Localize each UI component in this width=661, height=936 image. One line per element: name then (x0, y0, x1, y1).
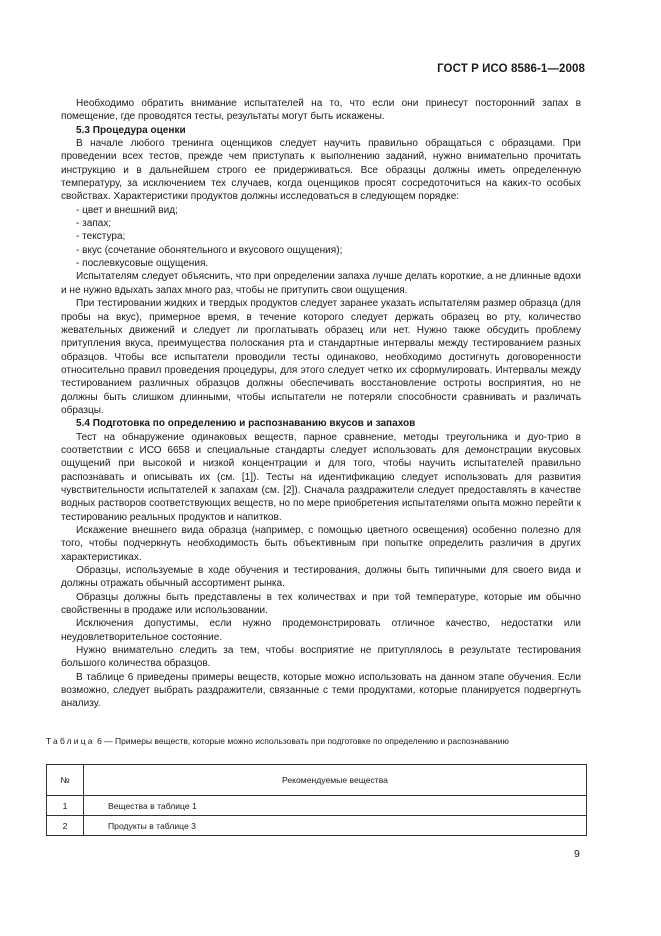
table-caption-text: 6 — Примеры веществ, которые можно использовать при подготовке по определению и распознаванию (94, 736, 509, 746)
row-number: 1 (47, 796, 84, 816)
list-item: - вкус (сочетание обонятельного и вкусового ощущения); (76, 244, 343, 256)
paragraph: Искажение внешнего вида образца (например, с помощью цветного освещения) особенно полезно для того, чтобы подчеркнуть необходимость быть объективным при попытке определить различия в других характеристиках. (61, 525, 581, 563)
column-header-number: № (47, 765, 84, 796)
row-number: 2 (47, 816, 84, 836)
table-6 (46, 764, 587, 836)
body-text (61, 97, 581, 711)
paragraph: В начале любого тренинга оценщиков следует научить правильно обращаться с образцами. При проведении всех тестов, прежде чем приступать к выполнению заданий, нужно внимательно прочитать инструкцию и в дальнейшем строго ее придерживаться. Все образцы должны иметь определенную температуру, за исключением тех случаев, когда оценщиков просят сосредоточиться на каких-то особых свойствах. Характеристики продуктов должны исследоваться в следующем порядке: (61, 138, 581, 203)
paragraph: Нужно внимательно следить за тем, чтобы восприятие не притуплялось в результате тестирования большого количества образцов. (61, 645, 581, 670)
list-item: - цвет и внешний вид; (76, 204, 178, 216)
paragraph: Тест на обнаружение одинаковых веществ, парное сравнение, методы треугольника и дуо-трио в соответствии с ИСО 6658 и специальные стандарты следует использовать для демонстрации вкусовых ощущений при высокой и низкой концентрации и для того, чтобы научить испытателей правильно распознавать и описывать их (см. [1]). Тесты на идентификацию следует использовать для развития чувствительности испытателей к запахам (см. [2]). Сначала раздражители следует предоставлять в качестве водных растворов соответствующих веществ, но по мере приобретения испытателями опыта можно перейти к тестированию реальных продуктов и напитков. (61, 431, 581, 523)
section-heading-5-3: 5.3 Процедура оценки (76, 124, 186, 136)
characteristics-list (61, 204, 581, 271)
paragraph: В таблице 6 приведены примеры веществ, которые можно использовать на данном этапе обучения. Если возможно, следует выбрать раздражители, связанные с теми продуктами, которые планируется подвергнуть анализу. (61, 671, 581, 710)
section-heading-5-4: 5.4 Подготовка по определению и распознаванию вкусов и запахов (76, 418, 416, 430)
table-header-row (47, 765, 587, 796)
paragraph: Образцы, используемые в ходе обучения и тестирования, должны быть типичными для своего вида и должны отражать обычный ассортимент рынка. (61, 565, 581, 590)
table-row (47, 816, 587, 836)
row-substance: Вещества в таблице 1 (84, 796, 587, 816)
table-row (47, 796, 587, 816)
paragraph: Необходимо обратить внимание испытателей на то, что если они принесут посторонний запах в помещение, где проводятся тесты, результаты могут быть искажены. (61, 98, 581, 123)
list-item: - послевкусовые ощущения. (76, 258, 209, 270)
paragraph: При тестировании жидких и твердых продуктов следует заранее указать испытателям размер образца (для пробы на вкус), примерное время, в течение которого следует держать образец во рту, количество жевательных движений и следует ли проглатывать образец или нет. Нужно также обсудить проблему притупления вкуса, преимущества полоскания рта и стандартные интервалы между тестированием разных образцов. Чтобы все испытатели проводили тесты одинаково, необходимо достигнуть договоренности относительно правил проведения процедуры, для этого следует четко их сформулировать. Интервалы между тестированием различных образцов должны обеспечивать восстановление остроты восприятия, но не должны быть слишком длинными, чтобы испытатели не потеряли способности сравнивать и различать образцы. (61, 298, 581, 416)
page-number: 9 (574, 848, 580, 860)
row-substance: Продукты в таблице 3 (84, 816, 587, 836)
list-item: - запах; (76, 218, 112, 230)
paragraph: Испытателям следует объяснить, что при определении запаха лучше делать короткие, а не длинные вдохи и не нужно вдыхать запах много раз, чтобы не притупить свои ощущения. (61, 271, 581, 296)
table-caption-label: Таблица (46, 736, 95, 746)
paragraph: Исключения допустимы, если нужно продемонстрировать отличное качество, недостатки или неудовлетворительное состояние. (61, 618, 581, 643)
list-item: - текстура; (76, 231, 126, 243)
paragraph: Образцы должны быть представлены в тех количествах и при той температуре, которые им обычно свойственны в продаже или использовании. (61, 591, 581, 617)
table-caption (46, 736, 586, 747)
column-header-substances: Рекомендуемые вещества (84, 765, 587, 796)
standard-header: ГОСТ Р ИСО 8586-1—2008 (437, 63, 585, 75)
